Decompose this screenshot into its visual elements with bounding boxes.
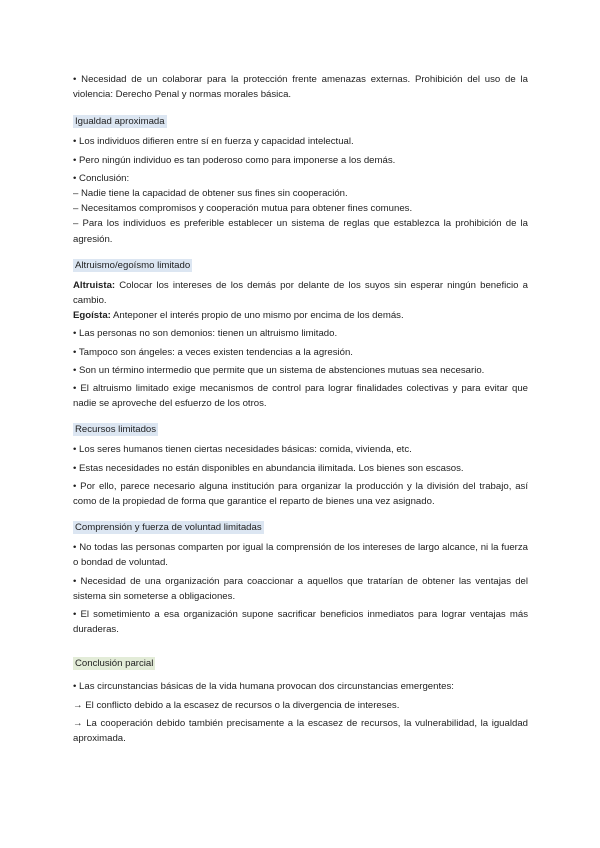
definition-text: Anteponer el interés propio de uno mismo por encima de los demás. <box>110 310 404 322</box>
list-item: • Los seres humanos tienen ciertas necesidades básicas: comida, vivienda, etc. <box>73 444 412 456</box>
list-item: • Por ello, parece necesario alguna institución para organizar la producción y la división del trabajo, así como de la propiedad de forma que garantice el reparto de bienes una vez asignado. <box>73 480 528 508</box>
definition-altruista <box>73 278 528 308</box>
term-altruista: Altruista: <box>73 279 116 291</box>
definition-text: Colocar los intereses de los demás por delante de los suyos sin esperar ningún beneficio a cambio. <box>73 279 528 307</box>
list-item: • Son un término intermedio que permite que un sistema de abstenciones mutuas sea necesario. <box>73 364 485 376</box>
list-item: • El sometimiento a esa organización supone sacrificar beneficios inmediatos para lograr ventajas más duraderas. <box>73 609 528 636</box>
intro-paragraph: • Necesidad de un colaborar para la protección frente amenazas externas. Prohibición del uso de la violencia: Derecho Penal y normas morales básica. <box>73 74 528 101</box>
list-item: • Pero ningún individuo es tan poderoso como para imponerse a los demás. <box>73 154 396 166</box>
heading-altruismo-egoismo: Altruismo/egoísmo limitado <box>75 259 191 271</box>
list-item: – Para los individuos es preferible establecer un sistema de reglas que establezca la prohibición de la agresión. <box>73 218 528 245</box>
term-egoista: Egoísta: <box>73 310 111 322</box>
list-item: → La cooperación debido también precisamente a la escasez de recursos, la vulnerabilidad, la igualdad aproximada. <box>73 717 528 745</box>
list-item: • Las circunstancias básicas de la vida humana provocan dos circunstancias emergentes: <box>73 681 454 693</box>
heading-igualdad-aproximada: Igualdad aproximada <box>75 116 165 128</box>
list-item: • Estas necesidades no están disponibles en abundancia ilimitada. Los bienes son escasos. <box>73 462 464 474</box>
list-item: – Necesitamos compromisos y cooperación mutua para obtener fines comunes. <box>73 203 413 215</box>
heading-conclusion-parcial: Conclusión parcial <box>75 658 154 670</box>
list-item: • Las personas no son demonios: tienen un altruismo limitado. <box>73 328 338 340</box>
list-item: • Necesidad de una organización para coaccionar a aquellos que tratarían de obtener las ventajas del sistema sin someterse a obligaciones. <box>73 575 528 602</box>
definition-egoista <box>73 308 528 323</box>
list-item: → El conflicto debido a la escasez de recursos o la divergencia de intereses. <box>73 699 400 711</box>
list-item: • El altruismo limitado exige mecanismos de control para lograr finalidades colectivas y para evitar que nadie se aproveche del esfuerzo de los otros. <box>73 383 528 410</box>
list-item: • Los individuos difieren entre sí en fuerza y capacidad intelectual. <box>73 136 354 148</box>
list-item: – Nadie tiene la capacidad de obtener sus fines sin cooperación. <box>73 188 348 200</box>
list-item: • Conclusión: <box>73 172 130 184</box>
heading-recursos-limitados: Recursos limitados <box>75 424 157 436</box>
list-item: • Tampoco son ángeles: a veces existen tendencias a la agresión. <box>73 346 353 358</box>
document-body <box>73 72 528 746</box>
heading-comprension-fuerza: Comprensión y fuerza de voluntad limitadas <box>75 522 262 534</box>
list-item: • No todas las personas comparten por igual la comprensión de los intereses de largo alcance, ni la fuerza o bondad de voluntad. <box>73 542 528 569</box>
